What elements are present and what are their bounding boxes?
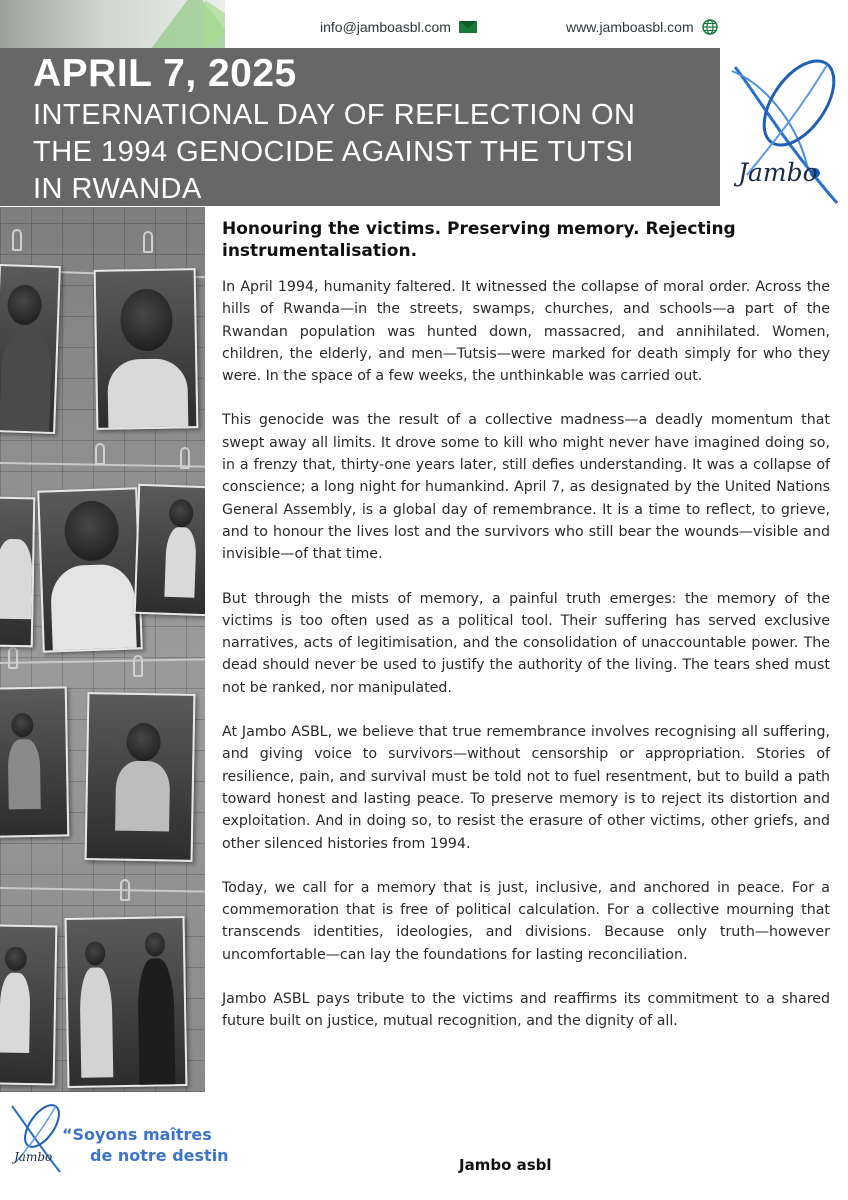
title-line: INTERNATIONAL DAY OF REFLECTION ON — [33, 99, 636, 131]
page-title — [33, 97, 713, 208]
photo-face — [126, 723, 161, 762]
green-triangle-shape — [205, 0, 225, 48]
victim-photo — [94, 268, 199, 430]
photo-clothing — [164, 527, 196, 598]
photo-clothing — [137, 958, 175, 1088]
corner-decoration — [0, 0, 225, 48]
victim-photo — [0, 264, 61, 434]
photo-clothing — [0, 539, 33, 620]
paragraph: At Jambo ASBL, we believe that true remembrance involves recognising all suffering, and giving voice to survivors—without censorship or appropriation. Stories of resilience, pain, and survival must be told not to fuel resentment, but to build a path toward honest and lasting peace. To preserve memory is to reject its distortion and exploitation. And in doing so, to resist the erasure of other victims, other griefs, and other silenced histories from 1994. — [222, 724, 830, 852]
website-address[interactable]: www.jamboasbl.com — [566, 19, 694, 35]
photo-clip — [12, 229, 22, 251]
photo-clothing — [0, 973, 31, 1054]
photo-clothing — [50, 563, 137, 652]
photo-clothing — [8, 739, 41, 810]
victim-photo — [0, 686, 69, 837]
photo-clip — [120, 879, 130, 901]
photo-clip — [95, 443, 105, 465]
victim-photo — [37, 487, 143, 652]
victim-photo — [65, 916, 188, 1088]
statement-subtitle: Honouring the victims. Preserving memory. Rejecting instrumentalisation. — [222, 219, 736, 261]
photo-clothing — [0, 328, 53, 434]
memorial-photo-wall — [0, 207, 205, 1092]
victim-photo — [134, 484, 205, 617]
small-logo-text: Jambo — [14, 1150, 53, 1164]
photo-clip — [143, 231, 153, 253]
photo-face — [11, 713, 33, 737]
photo-clothing — [115, 761, 170, 832]
logo-text: Jambo — [738, 158, 818, 187]
paragraph: This genocide was the result of a collective madness—a deadly momentum that swept away all limits. It drove some to kill who might never have imagined doing so, in a frenzy that, thirty-one years later, still defies understanding. It was a collapse of conscience; a long night for humankind. April 7, as designated by the United Nations General Assembly, is a global day of remembrance. It is a time to reflect, to grieve, and to honour the lives lost and the survivors who still bear the wounds—visible and invisible—of that time. — [222, 412, 830, 563]
photo-clothing — [107, 358, 188, 430]
victim-photo — [0, 497, 35, 648]
slogan-line: de notre destin — [90, 1146, 229, 1165]
email-address[interactable]: info@jamboasbl.com — [320, 19, 451, 35]
photo-face — [169, 499, 194, 528]
paragraph: In April 1994, humanity faltered. It witnessed the collapse of moral order. Across the hills of Rwanda—in the streets, swamps, churches, and schools—a part of the Rwandan population was hunted down, massacred, and annihilated. Women, children, the elderly, and men—Tutsis—were marked for death simply for who they were. In the space of a few weeks, the unthinkable was carried out. — [222, 279, 830, 385]
photo-clothing — [79, 967, 113, 1078]
photo-face — [64, 500, 120, 562]
title-line: THE 1994 GENOCIDE AGAINST THE TUTSI — [33, 136, 634, 168]
paragraph: Jambo ASBL pays tribute to the victims and reaffirms its commitment to a shared future built on justice, mutual recognition, and the dignity of all. — [222, 991, 830, 1030]
photo-face — [120, 289, 173, 352]
photo-face — [7, 284, 42, 325]
statement-body — [222, 218, 830, 1055]
page-date: APRIL 7, 2025 — [33, 52, 297, 95]
paragraph: But through the mists of memory, a painful truth emerges: the memory of the victims is too often used as a political tool. Their suffering has served exclusive narratives, acts of legitimisation, and the consolidation of unaccountable power. The dead should never be used to justify the authority of the living. The tears shed must not be ranked, nor manipulated. — [222, 590, 830, 696]
contact-website[interactable] — [566, 19, 718, 35]
victim-photo — [0, 924, 57, 1085]
globe-icon — [702, 19, 718, 35]
paragraph: Today, we call for a memory that is just, inclusive, and anchored in peace. For a commemoration that is free of political calculation. For a collective mourning that transcends identities, ideologies, and divisions. Because only truth—however uncomfortable—can lay the foundations for lasting reconciliation. — [222, 879, 830, 963]
photo-face — [145, 932, 165, 956]
photo-clip — [180, 447, 190, 469]
photo-clip — [133, 655, 143, 677]
photo-clip — [8, 647, 18, 669]
photo-face — [5, 947, 27, 971]
contact-email[interactable] — [320, 19, 477, 35]
slogan — [62, 1124, 229, 1166]
slogan-line: “Soyons maîtres — [62, 1125, 212, 1144]
victim-photo — [85, 692, 196, 862]
envelope-icon — [459, 21, 477, 33]
title-line: IN RWANDA — [33, 173, 202, 205]
photo-face — [85, 941, 105, 965]
signature: Jambo asbl — [459, 1156, 552, 1174]
